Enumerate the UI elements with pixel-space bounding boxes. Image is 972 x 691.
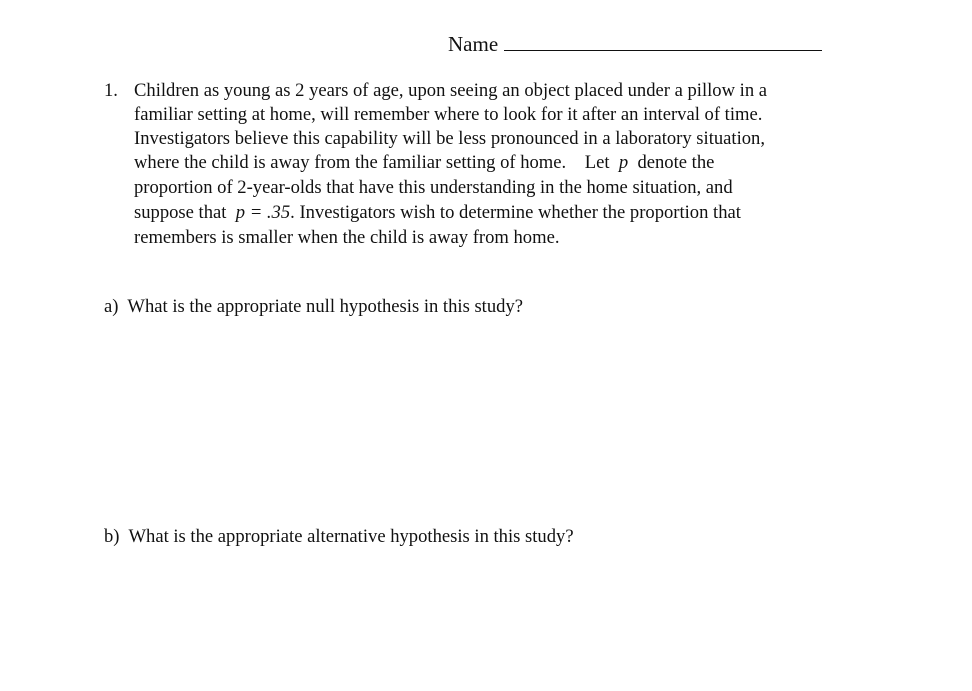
part-a-answer-space[interactable] [104, 325, 824, 515]
question-line-1: Children as young as 2 years of age, upon seeing an object placed under a pillow in a [134, 80, 768, 101]
question-line-2: familiar setting at home, will remember where to look for it after an interval of time. [134, 104, 763, 125]
question-line-7: remembers is smaller when the child is away from home. [134, 226, 560, 248]
question-line-6 [134, 201, 824, 225]
part-b-answer-space[interactable] [104, 555, 824, 675]
question-line-3: Investigators believe this capability will be less pronounced in a laboratory situation, [134, 128, 765, 149]
name-label: Name [448, 32, 499, 56]
part-a-text: What is the appropriate null hypothesis in this study? [127, 296, 523, 317]
name-blank-line[interactable] [504, 30, 822, 51]
part-a-label: a) [104, 296, 119, 317]
question-line-5: proportion of 2-year-olds that have this understanding in the home situation, and [134, 177, 733, 198]
name-field[interactable] [448, 30, 822, 58]
part-b-text: What is the appropriate alternative hypothesis in this study? [128, 526, 574, 547]
variable-p: p [618, 152, 629, 173]
equation-p: p = .35 [235, 201, 291, 223]
let-word: Let [584, 152, 610, 173]
question-line-4-end: denote the [637, 152, 715, 173]
question-line-4-start: where the child is away from the familiar setting of home. [134, 152, 567, 173]
question-line-6-end: . Investigators wish to determine whether the proportion that [290, 201, 741, 223]
part-b [104, 525, 574, 549]
question-number: 1. [104, 80, 118, 101]
question-line-6-start: suppose that [134, 201, 227, 223]
question-text [134, 79, 824, 250]
question-line-4 [134, 151, 824, 175]
part-a [104, 295, 523, 319]
part-b-label: b) [104, 526, 120, 547]
